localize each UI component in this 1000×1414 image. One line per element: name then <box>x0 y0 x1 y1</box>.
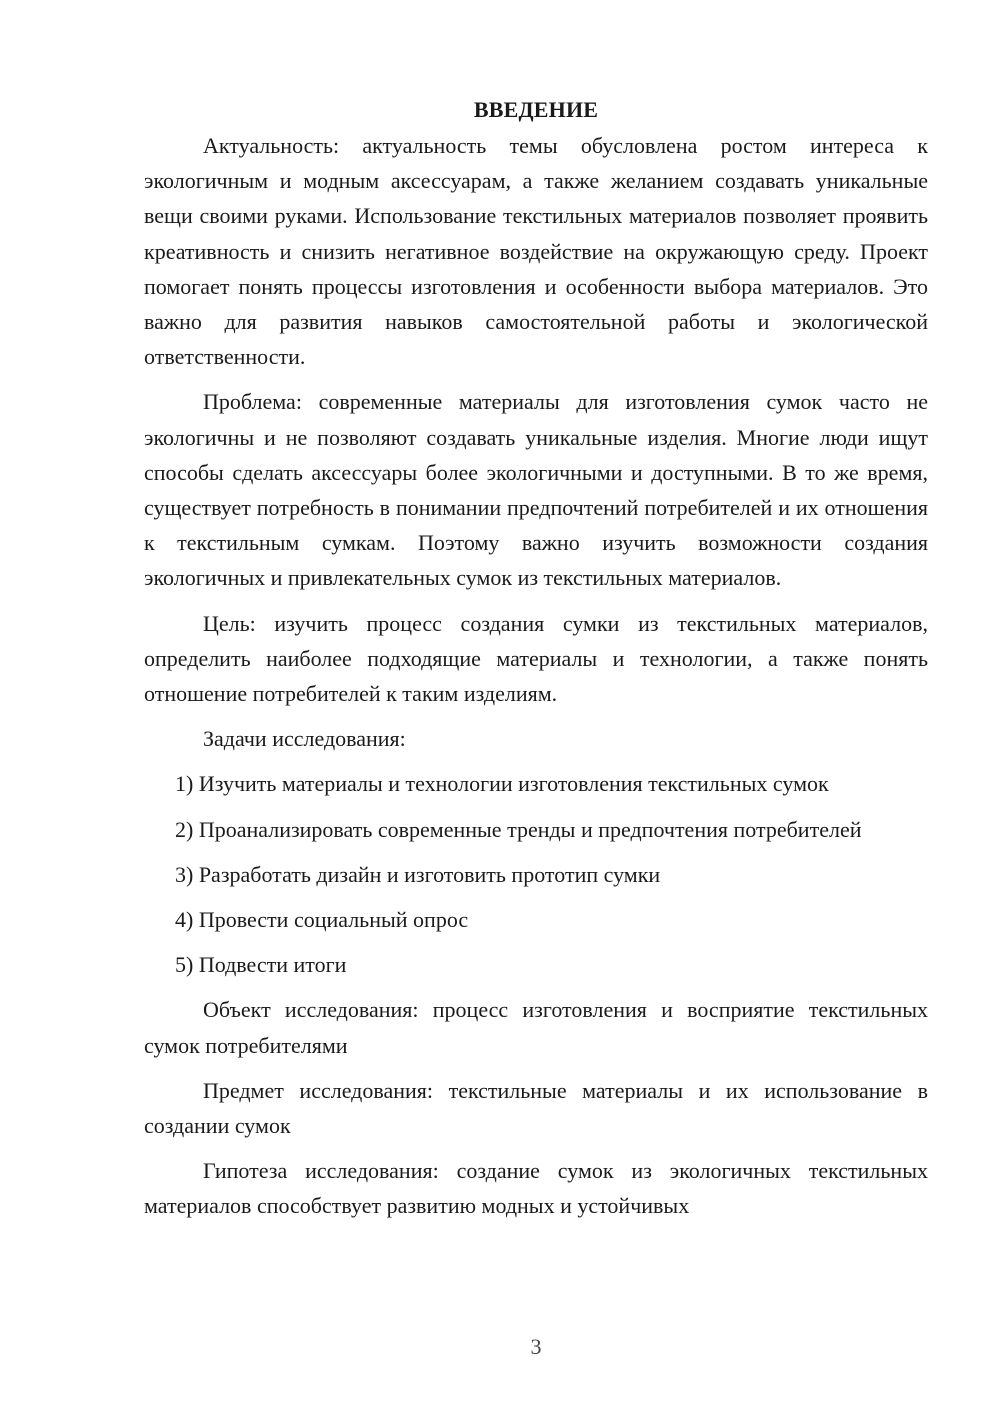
paragraph-goal: Цель: изучить процесс создания сумки из текстильных материалов, определить наиболее подходящие материалы и технологии, а также понять отношение потребителей к таким изделиям. <box>144 610 928 707</box>
tasks-heading: Задачи исследования: <box>203 726 406 752</box>
paragraph-hypothesis: Гипотеза исследования: создание сумок из экологичных текстильных материалов способствует развитию модных и устойчивых <box>144 1158 928 1219</box>
task-item: 5) Подвести итоги <box>175 952 347 978</box>
document-page <box>144 92 928 1234</box>
paragraph-relevance: Актуальность: актуальность темы обусловлена ростом интереса к экологичным и модным аксессуарам, а также желанием создавать уникальные вещи своими руками. Использование текстильных материалов позволяет проявить креативность и снизить негативное воздействие на окружающую среду. Проект помогает понять процессы изготовления и особенности выбора материалов. Это важно для развития навыков самостоятельной работы и экологической ответственности. <box>144 133 928 370</box>
page-title: ВВЕДЕНИЕ <box>473 97 599 122</box>
paragraph-subject: Предмет исследования: текстильные материалы и их использование в создании сумок <box>144 1077 928 1139</box>
page-number: 3 <box>530 1334 542 1359</box>
task-item: 3) Разработать дизайн и изготовить прототип сумки <box>175 861 661 887</box>
task-item: 2) Проанализировать современные тренды и предпочтения потребителей <box>175 816 862 842</box>
task-item: 4) Провести социальный опрос <box>175 907 469 933</box>
paragraph-object: Объект исследования: процесс изготовления и восприятие текстильных сумок потребителями <box>144 997 928 1058</box>
task-item: 1) Изучить материалы и технологии изготовления текстильных сумок <box>175 771 829 797</box>
paragraph-problem: Проблема: современные материалы для изготовления сумок часто не экологичны и не позволяют создавать уникальные изделия. Многие люди ищут способы сделать аксессуары более экологичными и доступными. В то же время, существует потребность в понимании предпочтений потребителей и их отношения к текстильным сумкам. Поэтому важно изучить возможности создания экологичных и привлекательных сумок из текстильных материалов. <box>144 389 928 591</box>
